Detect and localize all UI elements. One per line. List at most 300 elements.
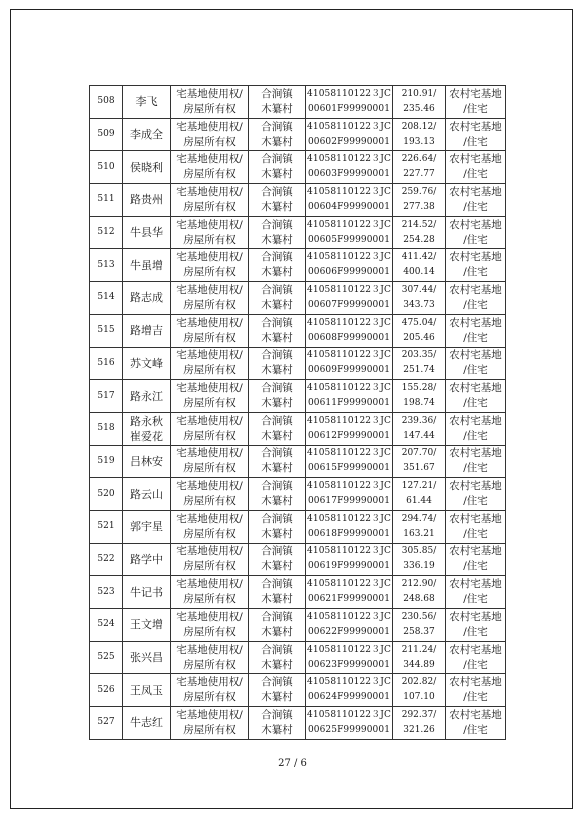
unit-code-line: 00602F99990001 [307,136,391,147]
location-cell [249,543,306,576]
unit-code-cell [306,282,393,315]
location-line: 木纂村 [261,658,293,671]
land-use-line: /住宅 [463,593,488,606]
land-use-cell [446,674,506,707]
area-line: 239.36/ [401,415,437,426]
location-line: 合涧镇 [261,218,293,231]
area-cell [393,445,446,478]
location-line: 合涧镇 [261,708,293,721]
area-line: 258.37 [403,626,435,637]
unit-code-line: 00608F99990001 [307,332,391,343]
unit-code-line: 00617F99990001 [307,496,391,507]
land-use-line: 农村宅基地 [449,316,502,329]
land-use-line: 农村宅基地 [449,349,502,362]
right-type-line: 房屋所有权 [183,462,236,475]
owner-name-line: 李成全 [130,128,163,142]
right-type-cell [171,249,249,282]
area-cell [393,347,446,380]
location-line: 木纂村 [261,135,293,148]
owner-name-cell [123,314,171,347]
owner-name-cell [123,380,171,413]
location-line: 合涧镇 [261,120,293,133]
owner-name-cell [123,151,171,184]
location-line: 木纂村 [261,593,293,606]
row-number-cell: 508 [90,86,123,119]
right-type-cell [171,609,249,642]
right-type-cell [171,510,249,543]
unit-code-cell [306,707,393,740]
area-line: 202.82/ [401,677,437,688]
area-cell [393,674,446,707]
owner-name-line: 路志成 [130,291,163,305]
location-cell [249,412,306,445]
location-line: 合涧镇 [261,643,293,656]
location-cell [249,184,306,217]
owner-name-line: 崔爱花 [130,429,163,443]
area-line: 155.28/ [401,383,437,394]
owner-name-cell [123,184,171,217]
area-line: 61.44 [406,496,432,507]
location-line: 木纂村 [261,397,293,410]
unit-code-line: 41058110122３JC [307,644,391,655]
unit-code-line: 41058110122３JC [307,513,391,524]
unit-code-line: 00605F99990001 [307,234,391,245]
unit-code-line: 00611F99990001 [307,398,391,409]
row-number-cell: 526 [90,674,123,707]
owner-name-cell [123,478,171,511]
unit-code-line: 00607F99990001 [307,299,391,310]
area-line: 259.76/ [401,186,437,197]
area-line: 227.77 [403,169,435,180]
area-line: 147.44 [403,430,435,441]
land-use-line: /住宅 [463,364,488,377]
land-use-line: 农村宅基地 [449,447,502,460]
land-use-line: /住宅 [463,560,488,573]
unit-code-line: 41058110122３JC [307,709,391,720]
right-type-line: 房屋所有权 [183,233,236,246]
table-row [90,249,506,282]
unit-code-line: 00619F99990001 [307,561,391,572]
land-use-line: /住宅 [463,331,488,344]
right-type-line: 宅基地使用权/ [176,480,243,493]
area-line: 248.68 [403,594,435,605]
land-use-cell [446,216,506,249]
right-type-cell [171,412,249,445]
area-line: 321.26 [403,724,435,735]
area-line: 344.89 [403,659,435,670]
right-type-line: 宅基地使用权/ [176,349,243,362]
right-type-cell [171,216,249,249]
land-use-cell [446,118,506,151]
land-use-line: /住宅 [463,233,488,246]
unit-code-line: 00615F99990001 [307,463,391,474]
unit-code-line: 00624F99990001 [307,692,391,703]
area-line: 193.13 [403,136,435,147]
area-line: 277.38 [403,201,435,212]
right-type-line: 宅基地使用权/ [176,643,243,656]
owner-name-cell [123,674,171,707]
right-type-line: 宅基地使用权/ [176,512,243,525]
right-type-line: 房屋所有权 [183,691,236,704]
right-type-line: 房屋所有权 [183,429,236,442]
table-row [90,118,506,151]
right-type-line: 宅基地使用权/ [176,153,243,166]
area-line: 203.35/ [401,350,437,361]
location-cell [249,674,306,707]
unit-code-line: 41058110122３JC [307,284,391,295]
right-type-cell [171,314,249,347]
right-type-cell [171,151,249,184]
right-type-cell [171,478,249,511]
land-use-line: 农村宅基地 [449,545,502,558]
location-line: 木纂村 [261,723,293,736]
right-type-line: 宅基地使用权/ [176,676,243,689]
right-type-cell [171,641,249,674]
unit-code-line: 41058110122３JC [307,611,391,622]
area-cell [393,576,446,609]
right-type-line: 房屋所有权 [183,397,236,410]
owner-name-line: 郭宇星 [130,520,163,534]
row-number-cell: 518 [90,412,123,445]
row-number-cell: 512 [90,216,123,249]
owner-name-line: 路云山 [130,487,163,501]
location-line: 木纂村 [261,102,293,115]
area-cell [393,609,446,642]
owner-name-cell [123,445,171,478]
land-use-line: /住宅 [463,495,488,508]
area-line: 294.74/ [401,513,437,524]
table-row [90,412,506,445]
location-line: 木纂村 [261,266,293,279]
location-line: 合涧镇 [261,185,293,198]
land-use-cell [446,249,506,282]
land-use-line: /住宅 [463,135,488,148]
location-line: 合涧镇 [261,578,293,591]
area-cell [393,282,446,315]
table-body [90,86,506,740]
location-line: 合涧镇 [261,382,293,395]
page-number: 27 / 6 [278,758,307,769]
location-cell [249,707,306,740]
area-cell [393,707,446,740]
right-type-cell [171,543,249,576]
owner-name-cell [123,118,171,151]
unit-code-line: 41058110122３JC [307,88,391,99]
land-use-line: 农村宅基地 [449,120,502,133]
owner-name-line: 牛志红 [130,716,163,730]
table-row [90,641,506,674]
land-use-cell [446,445,506,478]
owner-name-cell [123,86,171,119]
right-type-line: 房屋所有权 [183,560,236,573]
unit-code-cell [306,314,393,347]
location-cell [249,249,306,282]
land-use-line: 农村宅基地 [449,643,502,656]
owner-name-line: 牛记书 [130,585,163,599]
unit-code-line: 41058110122３JC [307,121,391,132]
row-number-cell: 523 [90,576,123,609]
table-row [90,282,506,315]
owner-name-line: 牛虽增 [130,258,163,272]
table-row [90,151,506,184]
owner-name-cell [123,249,171,282]
unit-code-line: 41058110122３JC [307,186,391,197]
right-type-line: 房屋所有权 [183,495,236,508]
row-number-cell: 524 [90,609,123,642]
unit-code-line: 00622F99990001 [307,626,391,637]
unit-code-cell [306,249,393,282]
right-type-line: 宅基地使用权/ [176,283,243,296]
unit-code-cell [306,118,393,151]
unit-code-cell [306,478,393,511]
location-line: 合涧镇 [261,251,293,264]
row-number-cell: 515 [90,314,123,347]
location-line: 合涧镇 [261,676,293,689]
location-line: 合涧镇 [261,349,293,362]
land-use-line: /住宅 [463,723,488,736]
unit-code-line: 00621F99990001 [307,594,391,605]
unit-code-line: 41058110122３JC [307,350,391,361]
area-cell [393,641,446,674]
table-row [90,184,506,217]
unit-code-line: 41058110122３JC [307,252,391,263]
right-type-line: 宅基地使用权/ [176,447,243,460]
row-number-cell: 514 [90,282,123,315]
area-line: 343.73 [403,299,435,310]
row-number-cell: 525 [90,641,123,674]
land-use-line: /住宅 [463,298,488,311]
area-line: 214.52/ [401,219,437,230]
owner-name-line: 李飞 [135,95,158,109]
area-cell [393,314,446,347]
area-line: 107.10 [403,692,435,703]
right-type-line: 宅基地使用权/ [176,251,243,264]
location-line: 木纂村 [261,200,293,213]
unit-code-line: 00618F99990001 [307,528,391,539]
right-type-line: 房屋所有权 [183,593,236,606]
land-use-line: 农村宅基地 [449,610,502,623]
row-number-cell: 517 [90,380,123,413]
owner-name-line: 王文增 [130,618,163,632]
right-type-cell [171,184,249,217]
area-line: 198.74 [403,398,435,409]
location-cell [249,576,306,609]
land-use-line: 农村宅基地 [449,87,502,100]
owner-name-cell [123,609,171,642]
unit-code-cell [306,380,393,413]
location-line: 合涧镇 [261,283,293,296]
land-use-line: 农村宅基地 [449,185,502,198]
unit-code-line: 41058110122３JC [307,219,391,230]
location-line: 木纂村 [261,331,293,344]
area-line: 226.64/ [401,154,437,165]
row-number-cell: 510 [90,151,123,184]
owner-name-line: 侯晓利 [130,160,163,174]
land-use-line: 农村宅基地 [449,251,502,264]
owner-name-cell [123,543,171,576]
area-line: 127.21/ [401,481,437,492]
table-row [90,314,506,347]
right-type-line: 宅基地使用权/ [176,610,243,623]
location-line: 木纂村 [261,298,293,311]
land-use-cell [446,184,506,217]
land-use-cell [446,641,506,674]
right-type-line: 房屋所有权 [183,625,236,638]
location-line: 木纂村 [261,527,293,540]
location-line: 合涧镇 [261,316,293,329]
land-use-line: 农村宅基地 [449,578,502,591]
table-row [90,478,506,511]
owner-name-cell [123,347,171,380]
area-line: 292.37/ [401,709,437,720]
land-use-cell [446,86,506,119]
area-line: 411.42/ [401,252,437,263]
owner-name-line: 路永江 [130,389,163,403]
right-type-line: 房屋所有权 [183,168,236,181]
right-type-cell [171,707,249,740]
land-use-cell [446,380,506,413]
location-cell [249,478,306,511]
unit-code-line: 41058110122３JC [307,448,391,459]
location-line: 木纂村 [261,364,293,377]
area-line: 211.24/ [401,644,437,655]
area-cell [393,86,446,119]
location-line: 合涧镇 [261,512,293,525]
land-use-line: 农村宅基地 [449,382,502,395]
table-row [90,445,506,478]
land-use-line: /住宅 [463,691,488,704]
land-use-cell [446,510,506,543]
unit-code-line: 41058110122３JC [307,154,391,165]
right-type-line: 宅基地使用权/ [176,185,243,198]
row-number-cell: 509 [90,118,123,151]
area-cell [393,510,446,543]
location-cell [249,380,306,413]
unit-code-cell [306,184,393,217]
land-use-line: 农村宅基地 [449,480,502,493]
area-cell [393,184,446,217]
area-cell [393,118,446,151]
table-row [90,510,506,543]
location-cell [249,86,306,119]
land-use-cell [446,412,506,445]
area-cell [393,151,446,184]
land-use-line: /住宅 [463,658,488,671]
right-type-line: 房屋所有权 [183,102,236,115]
right-type-cell [171,86,249,119]
location-line: 合涧镇 [261,447,293,460]
right-type-line: 宅基地使用权/ [176,545,243,558]
land-use-line: 农村宅基地 [449,676,502,689]
area-line: 351.67 [403,463,435,474]
unit-code-cell [306,576,393,609]
unit-code-line: 41058110122３JC [307,317,391,328]
area-line: 305.85/ [401,546,437,557]
unit-code-cell [306,609,393,642]
right-type-line: 宅基地使用权/ [176,708,243,721]
owner-name-line: 王凤玉 [130,683,163,697]
unit-code-cell [306,510,393,543]
location-line: 合涧镇 [261,153,293,166]
owner-name-cell [123,412,171,445]
unit-code-line: 41058110122３JC [307,481,391,492]
right-type-line: 宅基地使用权/ [176,414,243,427]
row-number-cell: 513 [90,249,123,282]
row-number-cell: 527 [90,707,123,740]
right-type-line: 宅基地使用权/ [176,382,243,395]
location-line: 木纂村 [261,691,293,704]
area-line: 400.14 [403,267,435,278]
location-cell [249,609,306,642]
location-line: 木纂村 [261,495,293,508]
location-line: 木纂村 [261,233,293,246]
land-use-line: /住宅 [463,168,488,181]
table-row [90,543,506,576]
land-use-cell [446,151,506,184]
unit-code-line: 00623F99990001 [307,659,391,670]
land-use-line: 农村宅基地 [449,153,502,166]
area-cell [393,412,446,445]
unit-code-cell [306,412,393,445]
area-line: 307.44/ [401,284,437,295]
location-line: 合涧镇 [261,610,293,623]
location-line: 合涧镇 [261,87,293,100]
location-cell [249,314,306,347]
area-cell [393,478,446,511]
unit-code-cell [306,216,393,249]
area-line: 251.74 [403,365,435,376]
land-use-cell [446,282,506,315]
unit-code-line: 00612F99990001 [307,430,391,441]
location-cell [249,347,306,380]
location-line: 木纂村 [261,560,293,573]
row-number-cell: 516 [90,347,123,380]
unit-code-cell [306,543,393,576]
unit-code-cell [306,151,393,184]
land-use-cell [446,347,506,380]
land-use-cell [446,609,506,642]
location-cell [249,151,306,184]
area-line: 336.19 [403,561,435,572]
right-type-line: 房屋所有权 [183,200,236,213]
location-cell [249,510,306,543]
owner-name-cell [123,576,171,609]
owner-name-cell [123,510,171,543]
land-use-cell [446,707,506,740]
right-type-line: 宅基地使用权/ [176,87,243,100]
right-type-cell [171,380,249,413]
owner-name-line: 路学中 [130,552,163,566]
area-line: 212.90/ [401,579,437,590]
row-number-cell: 522 [90,543,123,576]
row-number-cell: 520 [90,478,123,511]
area-cell [393,216,446,249]
unit-code-cell [306,641,393,674]
unit-code-line: 41058110122３JC [307,677,391,688]
right-type-line: 房屋所有权 [183,135,236,148]
location-line: 木纂村 [261,429,293,442]
unit-code-line: 41058110122３JC [307,579,391,590]
unit-code-line: 00609F99990001 [307,365,391,376]
area-line: 208.12/ [401,121,437,132]
owner-name-cell [123,216,171,249]
owner-name-cell [123,707,171,740]
owner-name-cell [123,282,171,315]
unit-code-line: 00601F99990001 [307,103,391,114]
right-type-cell [171,118,249,151]
right-type-line: 宅基地使用权/ [176,316,243,329]
location-cell [249,282,306,315]
